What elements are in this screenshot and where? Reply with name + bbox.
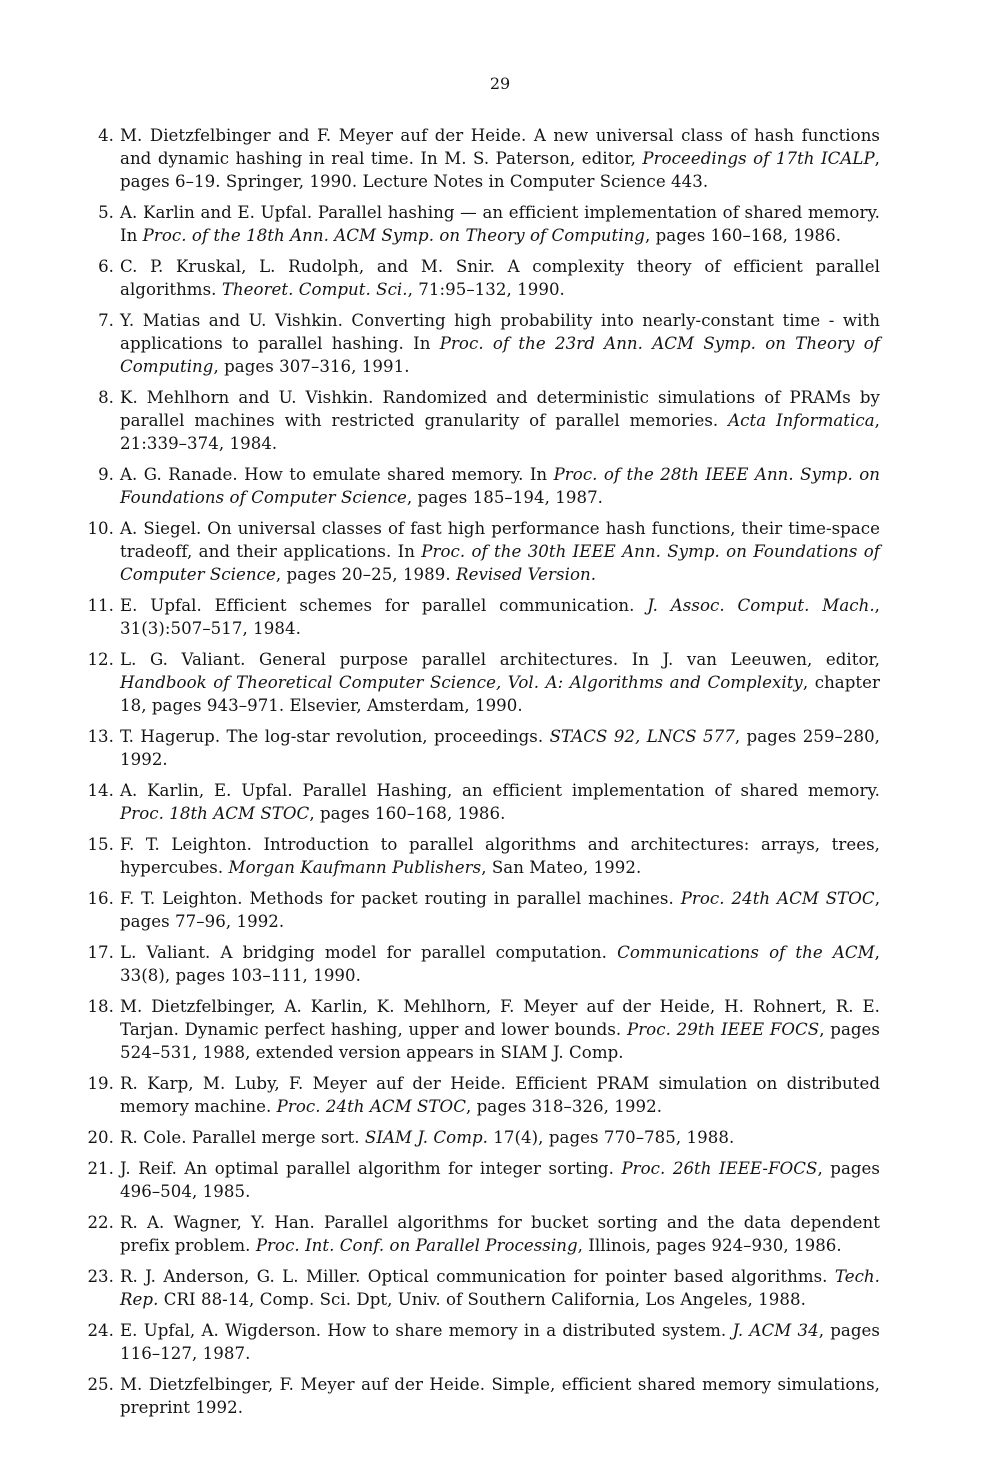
reference-text [120,1321,880,1363]
reference-item [87,1373,880,1419]
reference-venue: Revised Version. [456,565,597,584]
reference-text [120,257,880,299]
reference-venue: Proc. 18th ACM STOC [120,804,310,823]
reference-venue: SIAM J. Comp. [364,1128,488,1147]
reference-text [120,1213,880,1255]
reference-segment: E. Upfal, A. Wigderson. How to share memory in a distributed system. [120,1321,733,1340]
reference-segment: M. Dietzfelbinger, F. Meyer auf der Heide. Simple, efficient shared memory simulations, preprint 1992. [120,1375,880,1417]
reference-venue: Proc. of the 28th IEEE Ann. Symp. on Foundations of Computer Science [120,465,880,507]
reference-segment: L. G. Valiant. General purpose parallel architectures. In J. van Leeuwen, editor, [120,650,880,669]
reference-venue: Tech. Rep. [120,1267,880,1309]
reference-number: 22. [87,1213,114,1232]
reference-segment: , Illinois, pages 924–930, 1986. [577,1236,842,1255]
reference-segment: , pages 77–96, 1992. [120,889,881,931]
reference-venue: Proceedings of 17th ICALP [642,149,875,168]
reference-segment: 17(4), pages 770–785, 1988. [487,1128,735,1147]
reference-segment: , pages 259–280, 1992. [120,727,881,769]
reference-venue: Proc. 24th ACM STOC [680,889,875,908]
reference-segment: , pages 160–168, 1986. [644,226,842,245]
reference-segment: K. Mehlhorn and U. Vishkin. Randomized and deterministic simulations of PRAMs by parallel machines with restricted granularity of parallel memories. [120,388,880,430]
reference-venue: STACS 92, LNCS 577 [549,727,735,746]
reference-text [120,388,880,453]
reference-text [120,727,880,769]
reference-segment: , chapter 18, pages 943–971. Elsevier, Amsterdam, 1990. [120,673,880,715]
page-number: 29 [489,74,511,93]
reference-text [120,1159,880,1201]
reference-segment: R. A. Wagner, Y. Han. Parallel algorithms for bucket sorting and the data dependent prefix problem. [120,1213,880,1255]
reference-number: 24. [87,1321,114,1340]
reference-venue: Handbook of Theoretical Computer Science, Vol. A: Algorithms and Complexity [120,673,803,692]
reference-segment: CRI 88-14, Comp. Sci. Dpt, Univ. of Southern California, Los Angeles, 1988. [158,1290,806,1309]
reference-item [90,255,880,301]
reference-number: 5. [98,203,114,222]
reference-item [90,201,880,247]
reference-text [120,465,880,507]
reference-number: 17. [87,943,114,962]
reference-text [120,1375,880,1417]
reference-text [120,1128,734,1147]
reference-segment: M. Dietzfelbinger, A. Karlin, K. Mehlhorn, F. Meyer auf der Heide, H. Rohnert, R. E. Tarjan. Dynamic perfect hashing, upper and lower bounds. [120,997,880,1039]
reference-segment: T. Hagerup. The log-star revolution, proceedings. [120,727,550,746]
reference-segment: L. Valiant. A bridging model for parallel computation. [120,943,618,962]
reference-item [87,1319,880,1365]
reference-number: 10. [87,519,114,538]
reference-segment: , pages 524–531, 1988, extended version appears in SIAM J. Comp. [120,1020,880,1062]
reference-segment: F. T. Leighton. Methods for packet routing in parallel machines. [120,889,681,908]
reference-item [87,1157,880,1203]
reference-item [87,648,880,717]
reference-venue: Proc. Int. Conf. on Parallel Processing [255,1236,578,1255]
reference-number: 6. [98,257,114,276]
reference-item [90,309,880,378]
reference-number: 11. [87,596,114,615]
reference-item [87,779,880,825]
reference-segment: , pages 185–194, 1987. [406,488,603,507]
reference-text [120,781,880,823]
reference-number: 4. [98,126,114,145]
reference-item [87,887,881,933]
reference-item [87,995,880,1064]
reference-segment: R. Cole. Parallel merge sort. [120,1128,365,1147]
reference-text [120,943,880,985]
reference-item [87,594,880,640]
reference-number: 25. [87,1375,114,1394]
reference-segment: , pages 318–326, 1992. [465,1097,663,1116]
reference-venue: Proc. of the 23rd Ann. ACM Symp. on Theory of Computing [120,334,880,376]
reference-text [120,1267,880,1309]
reference-item [90,124,880,193]
reference-venue: Acta Informatica [728,411,875,430]
reference-venue: J. ACM 34 [732,1321,819,1340]
reference-list [87,124,881,1427]
reference-segment: , pages 116–127, 1987. [120,1321,880,1363]
reference-segment: , pages 20–25, 1989. [275,565,457,584]
reference-segment: F. T. Leighton. Introduction to parallel algorithms and architectures: arrays, trees, hypercubes. [120,835,880,877]
reference-venue: J. Assoc. Comput. Mach. [647,596,875,615]
reference-text [120,997,880,1062]
reference-number: 14. [87,781,114,800]
reference-segment: R. Karp, M. Luby, F. Meyer auf der Heide. Efficient PRAM simulation on distributed memory machine. [120,1074,880,1116]
reference-text [120,311,880,376]
reference-venue: Proc. of the 30th IEEE Ann. Symp. on Foundations of Computer Science [120,542,880,584]
reference-number: 16. [87,889,114,908]
reference-segment: , pages 496–504, 1985. [120,1159,880,1201]
reference-venue: Theoret. Comput. Sci. [221,280,408,299]
reference-item [87,833,880,879]
reference-item [87,1072,880,1118]
reference-item [87,725,881,771]
reference-item [87,1126,880,1149]
reference-segment: R. J. Anderson, G. L. Miller. Optical communication for pointer based algorithms. [120,1267,835,1286]
reference-number: 23. [87,1267,114,1286]
reference-venue: Proc. 29th IEEE FOCS [626,1020,820,1039]
reference-venue: Proc. 24th ACM STOC [276,1097,466,1116]
reference-number: 7. [98,311,114,330]
reference-text [120,650,880,715]
reference-text [120,596,880,638]
reference-text [120,203,880,245]
reference-number: 18. [87,997,114,1016]
reference-segment: M. Dietzfelbinger and F. Meyer auf der Heide. A new universal class of hash functions and dynamic hashing in real time. In M. S. Paterson, editor, [120,126,880,168]
reference-item [90,386,880,455]
reference-number: 15. [87,835,114,854]
reference-segment: J. Reif. An optimal parallel algorithm for integer sorting. [120,1159,622,1178]
reference-segment: , San Mateo, 1992. [481,858,642,877]
reference-text [120,835,880,877]
reference-segment: Y. Matias and U. Vishkin. Converting high probability into nearly-constant time - with applications to parallel hashing. In [120,311,880,353]
reference-segment: , 33(8), pages 103–111, 1990. [120,943,880,985]
reference-segment: A. G. Ranade. How to emulate shared memory. In [120,465,554,484]
reference-segment: A. Siegel. On universal classes of fast high performance hash functions, their time-space tradeoff, and their applications. In [120,519,880,561]
reference-text [120,1074,880,1116]
reference-segment: , 21:339–374, 1984. [120,411,880,453]
reference-text [120,126,880,191]
reference-segment: C. P. Kruskal, L. Rudolph, and M. Snir. A complexity theory of efficient parallel algorithms. [120,257,880,299]
reference-number: 13. [87,727,114,746]
reference-number: 12. [87,650,114,669]
reference-item [87,941,880,987]
reference-text [120,519,880,584]
reference-item [87,517,880,586]
reference-segment: , pages 307–316, 1991. [213,357,410,376]
reference-venue: Proc. of the 18th Ann. ACM Symp. on Theory of Computing [142,226,645,245]
reference-segment: A. Karlin, E. Upfal. Parallel Hashing, an efficient implementation of shared memory. [120,781,880,800]
reference-text [120,889,880,931]
reference-venue: Proc. 26th IEEE-FOCS [621,1159,818,1178]
reference-item [87,1211,880,1257]
reference-segment: , pages 160–168, 1986. [309,804,506,823]
reference-number: 8. [98,388,114,407]
reference-segment: E. Upfal. Efficient schemes for parallel communication. [120,596,648,615]
reference-segment: , 31(3):507–517, 1984. [120,596,880,638]
reference-number: 9. [98,465,114,484]
reference-number: 20. [87,1128,114,1147]
reference-segment: , 71:95–132, 1990. [407,280,565,299]
reference-number: 19. [87,1074,114,1093]
reference-segment: , pages 6–19. Springer, 1990. Lecture Notes in Computer Science 443. [120,149,880,191]
reference-item [90,463,880,509]
reference-item [87,1265,880,1311]
reference-venue: Communications of the ACM [617,943,875,962]
reference-venue: Morgan Kaufmann Publishers [228,858,482,877]
reference-segment: A. Karlin and E. Upfal. Parallel hashing — an efficient implementation of shared memory. In [120,203,880,245]
reference-number: 21. [87,1159,114,1178]
